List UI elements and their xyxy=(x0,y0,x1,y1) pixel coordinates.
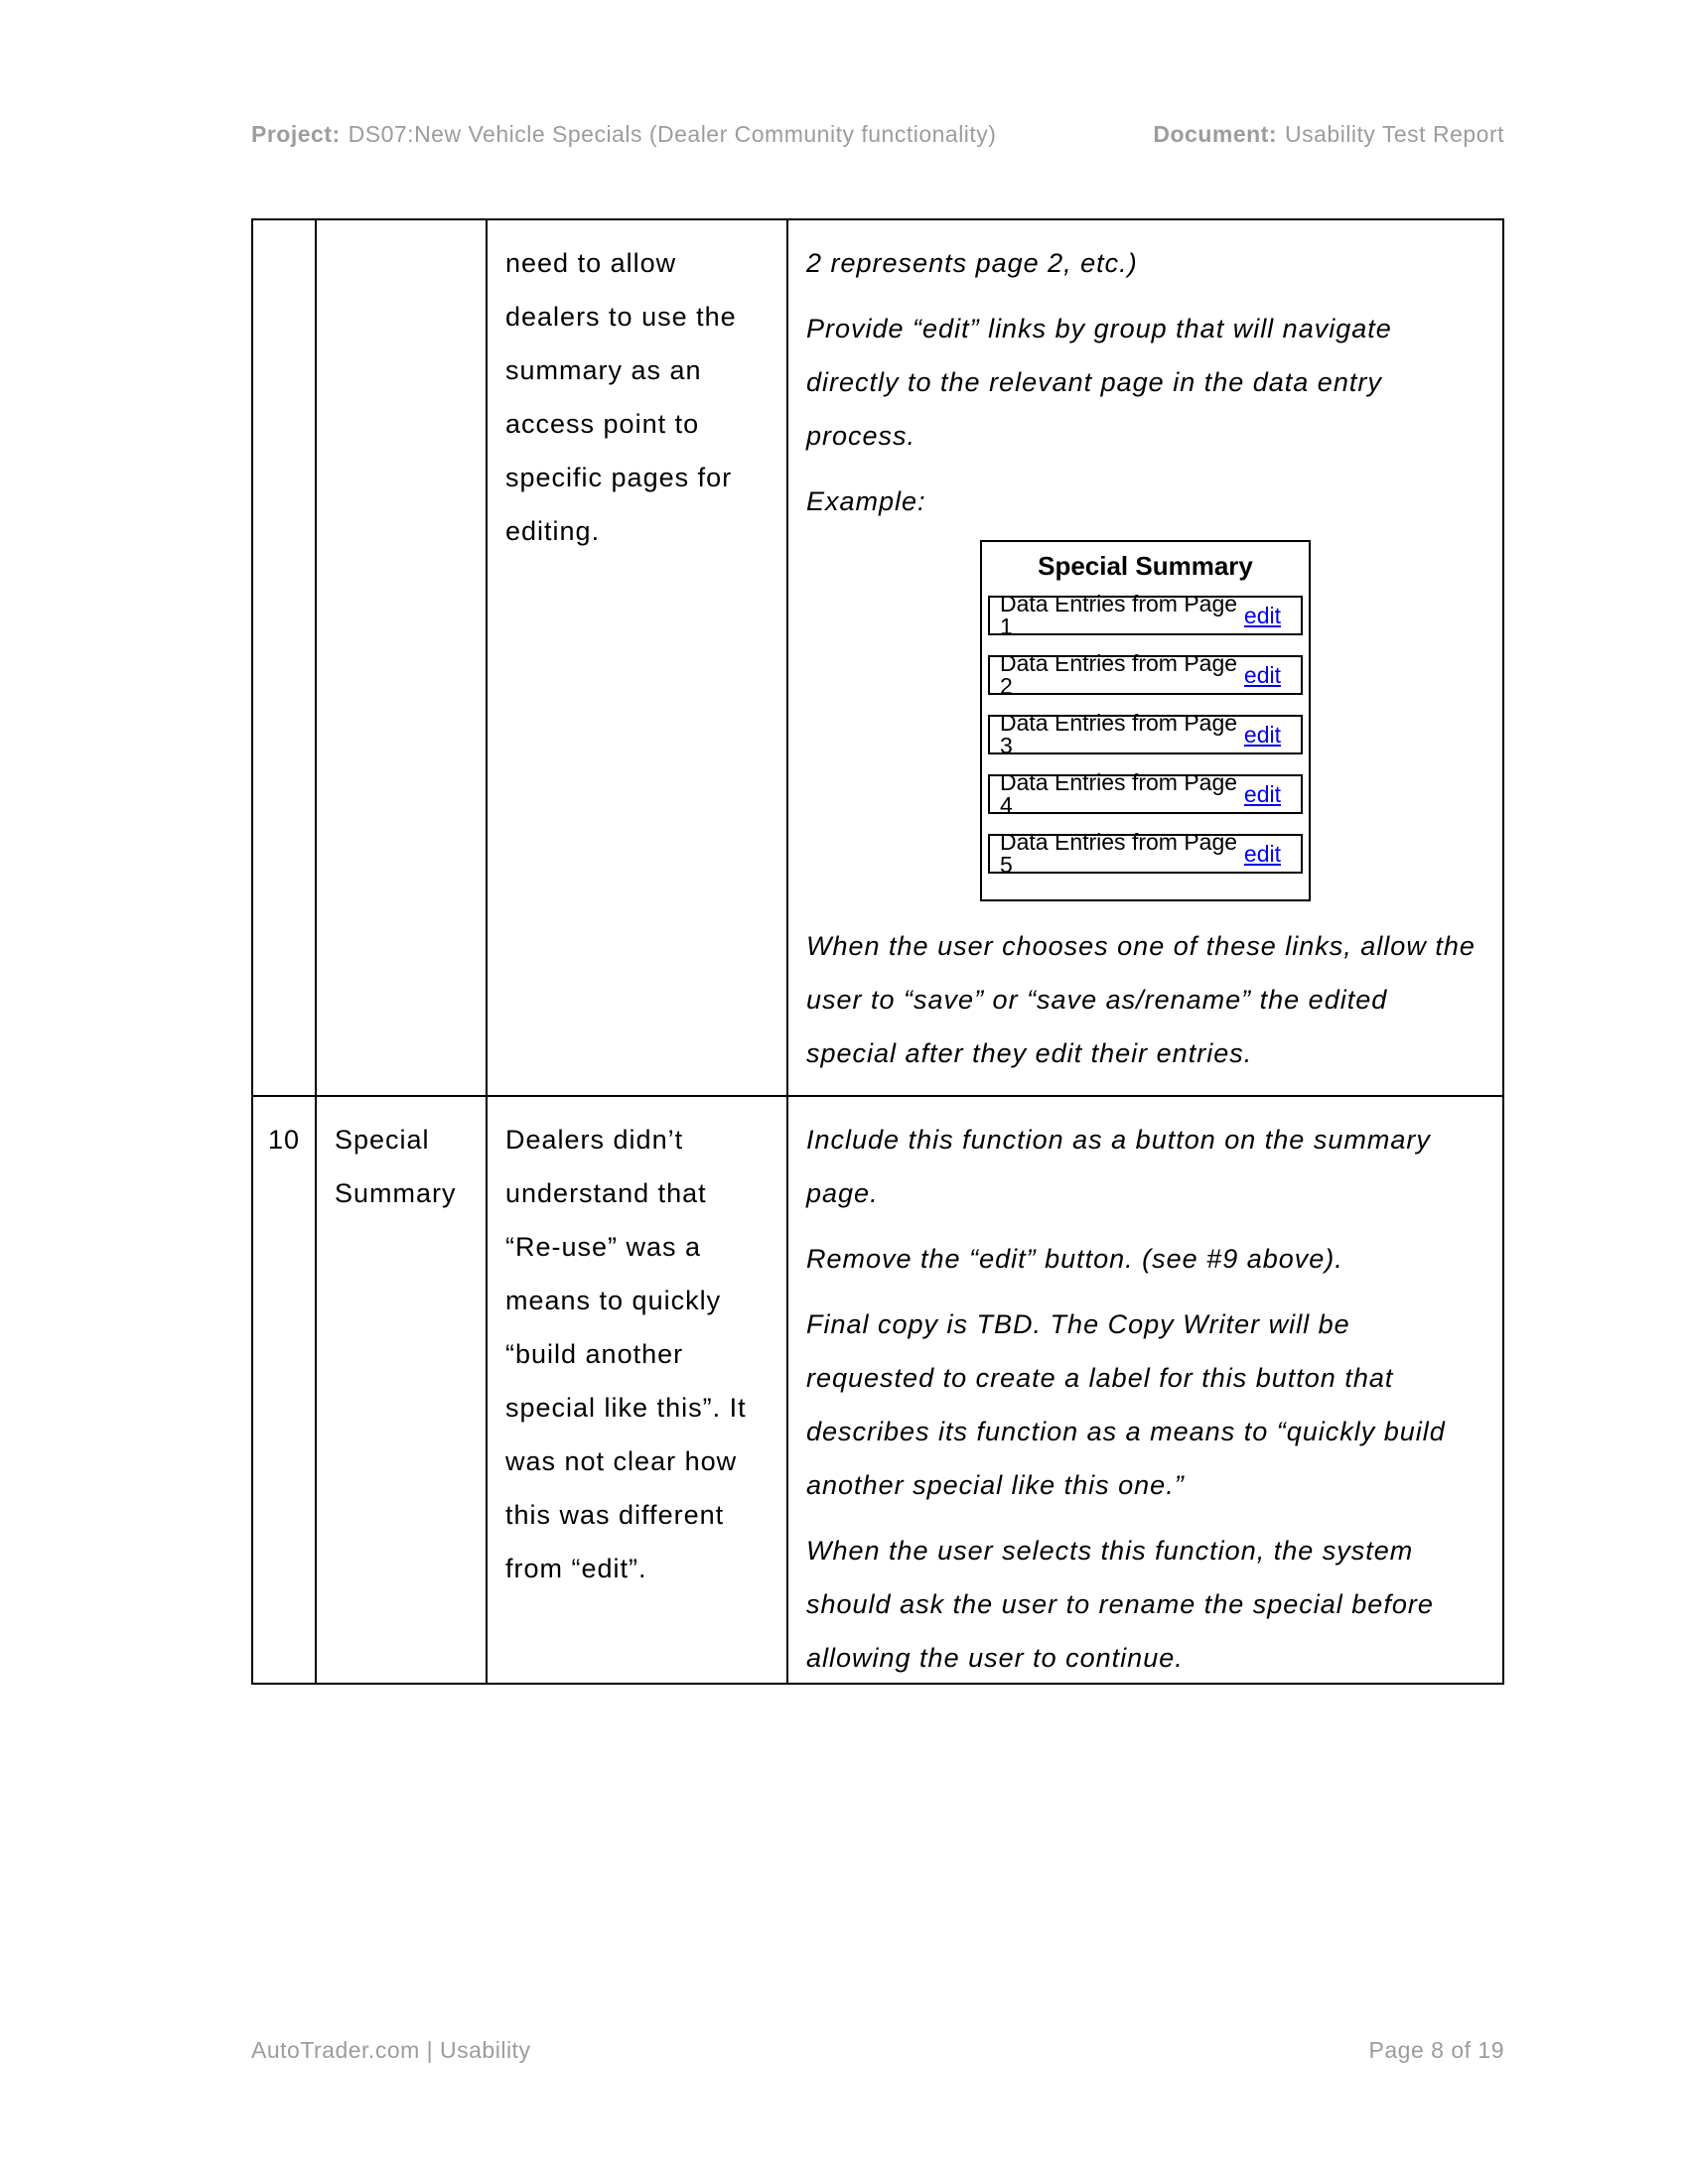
figure-data-entry-row-2 xyxy=(988,650,1303,699)
edit-link[interactable]: edit xyxy=(1243,780,1281,807)
page-footer xyxy=(251,2037,1504,2064)
edit-link[interactable]: edit xyxy=(1243,661,1281,688)
row9-topic-cell xyxy=(315,220,486,1095)
recommendation-paragraph: When the user selects this function, the system should ask the user to rename the special before allowing the user to continue. xyxy=(806,1536,1434,1673)
document-value: Usability Test Report xyxy=(1285,121,1504,147)
figure-data-entry-row-1 xyxy=(988,591,1303,639)
figure-row-label: Data Entries from Page 4 xyxy=(1000,769,1238,818)
edit-link[interactable]: edit xyxy=(1243,721,1281,748)
recommendation-paragraph: 2 represents page 2, etc.) xyxy=(806,248,1138,278)
row10-recommendation-cell xyxy=(786,1095,1502,1683)
footer-brand: AutoTrader.com | Usability xyxy=(251,2037,531,2063)
recommendation-paragraph: Final copy is TBD. The Copy Writer will be requested to create a label for this button that describes its function as a means to “quickly build another special like this one.” xyxy=(806,1309,1446,1500)
header-document xyxy=(1153,121,1504,148)
row10-observation-cell xyxy=(486,1095,786,1683)
edit-link[interactable]: edit xyxy=(1243,602,1281,628)
figure-row-label: Data Entries from Page 1 xyxy=(1000,591,1238,639)
row10-number-cell: 10 xyxy=(253,1095,315,1683)
page-number: Page 8 of 19 xyxy=(1368,2037,1504,2063)
document-label: Document: xyxy=(1153,121,1277,147)
observation-text: Dealers didn’t understand that “Re-use” was a means to quickly “build another special like this”. It was not clear how this was different from “edit”. xyxy=(505,1125,747,1583)
row9-number-cell xyxy=(253,220,315,1095)
recommendation-paragraph: When the user chooses one of these links, allow the user to “save” or “save as/rename” the edited special after they edit their entries. xyxy=(806,931,1476,1068)
recommendation-paragraph: Example: xyxy=(806,486,926,516)
row10-topic-cell: Special Summary xyxy=(315,1095,486,1683)
figure-row-label: Data Entries from Page 3 xyxy=(1000,710,1238,758)
observation-text: need to allow dealers to use the summary as an access point to specific pages for editing. xyxy=(505,248,737,546)
recommendation-paragraph: Provide “edit” links by group that will navigate directly to the relevant page in the data entry process. xyxy=(806,314,1392,451)
figure-data-entry-row-4 xyxy=(988,769,1303,818)
project-label: Project: xyxy=(251,121,341,147)
page-header xyxy=(251,121,1504,148)
header-project xyxy=(251,121,996,148)
figure-data-entry-row-5 xyxy=(988,829,1303,878)
row9-observation-cell xyxy=(486,220,786,1095)
recommendation-paragraph: Include this function as a button on the summary page. xyxy=(806,1125,1431,1208)
figure-row-label: Data Entries from Page 2 xyxy=(1000,650,1238,699)
row9-recommendation-cell xyxy=(786,220,1502,1095)
findings-table xyxy=(251,218,1504,1685)
figure-data-entry-row-3 xyxy=(988,710,1303,758)
figure-row-label: Data Entries from Page 5 xyxy=(1000,829,1238,878)
edit-link[interactable]: edit xyxy=(1243,840,1281,867)
figure-title: Special Summary xyxy=(1038,551,1253,581)
special-summary-figure xyxy=(980,540,1311,901)
project-value: DS07:New Vehicle Specials (Dealer Community functionality) xyxy=(348,121,997,147)
recommendation-paragraph: Remove the “edit” button. (see #9 above). xyxy=(806,1244,1343,1274)
